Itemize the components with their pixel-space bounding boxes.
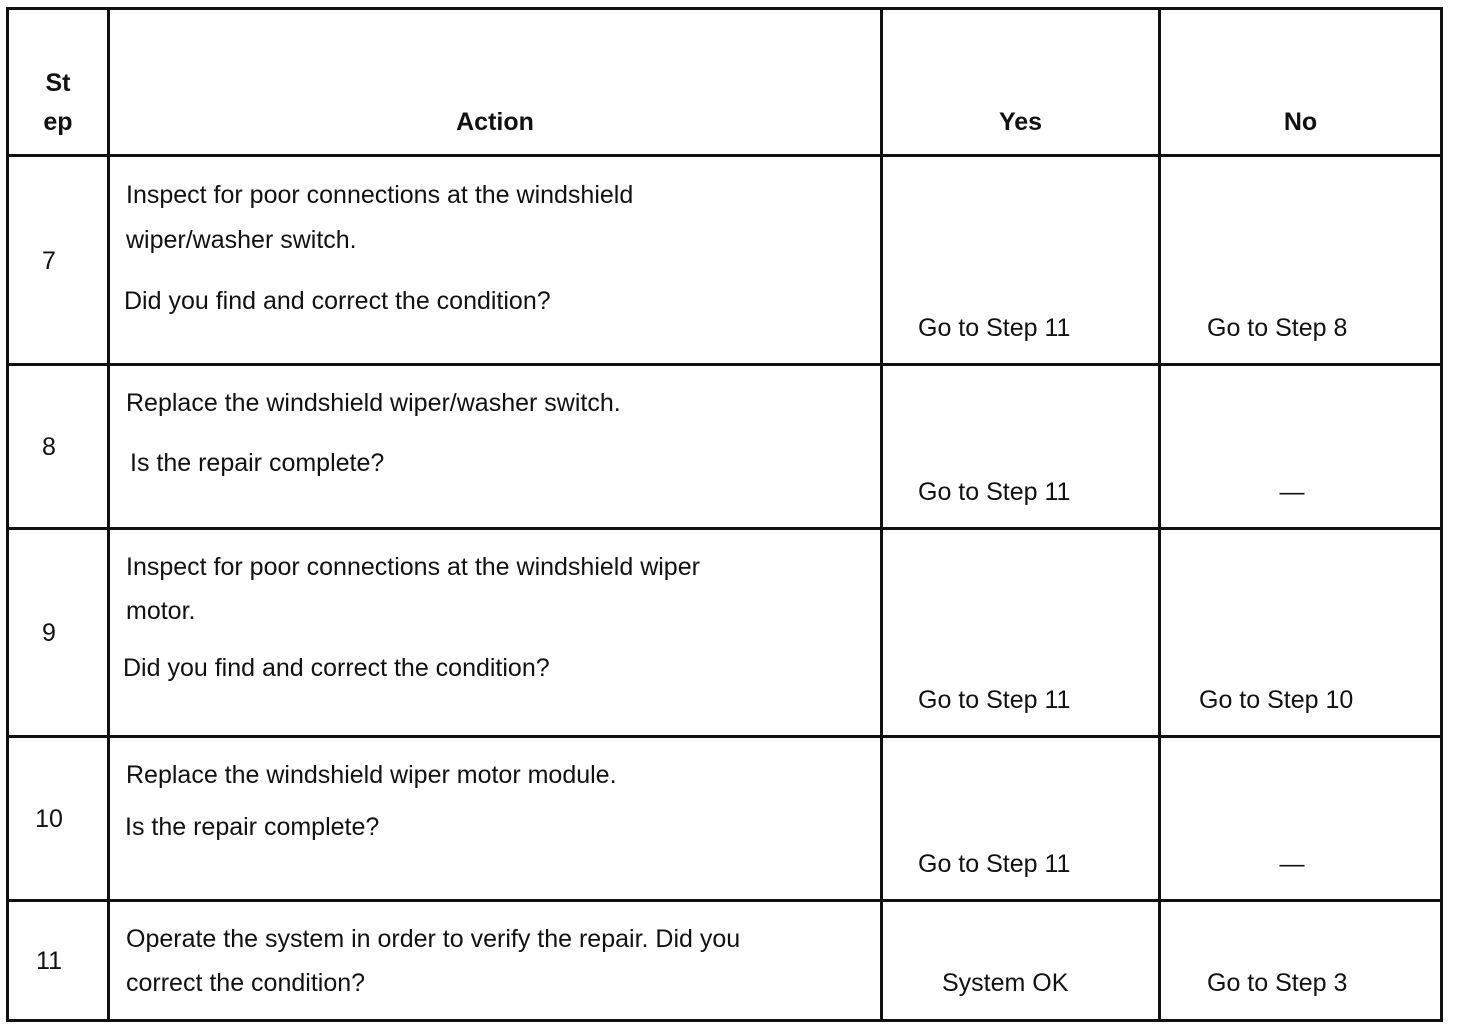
action-question: Did you find and correct the condition?: [123, 654, 550, 682]
header-step-line1: St: [45, 69, 71, 97]
header-step-line2: ep: [43, 108, 73, 136]
yes-result: Go to Step 11: [918, 686, 1071, 714]
step-number: 10: [35, 805, 63, 833]
action-text: wiper/washer switch.: [126, 226, 357, 254]
step-number: 9: [42, 619, 56, 647]
no-result: Go to Step 10: [1199, 686, 1354, 714]
yes-result: Go to Step 11: [918, 850, 1071, 878]
column-divider-yes: [1158, 7, 1161, 1022]
yes-result: System OK: [942, 969, 1069, 997]
column-divider-action: [880, 7, 883, 1022]
row-divider: [6, 899, 1443, 902]
table-border-top: [6, 7, 1443, 10]
action-question: Did you find and correct the condition?: [124, 287, 551, 315]
row-divider: [6, 735, 1443, 738]
step-number: 7: [42, 247, 56, 275]
action-question: Is the repair complete?: [125, 813, 380, 841]
action-text: motor.: [126, 597, 196, 625]
no-result: —: [1279, 478, 1305, 506]
action-text: Operate the system in order to verify the repair. Did you: [126, 925, 741, 953]
table-border-left: [6, 7, 9, 1022]
action-question: Is the repair complete?: [130, 449, 385, 477]
no-result: Go to Step 3: [1207, 969, 1348, 997]
table-border-right: [1440, 7, 1443, 1022]
no-result: —: [1279, 850, 1305, 878]
yes-result: Go to Step 11: [918, 314, 1071, 342]
table-border-bottom: [6, 1019, 1443, 1022]
step-number: 11: [36, 947, 62, 975]
yes-result: Go to Step 11: [918, 478, 1071, 506]
row-divider: [6, 527, 1443, 530]
row-divider: [6, 363, 1443, 366]
action-text: Replace the windshield wiper/washer switch.: [126, 389, 621, 417]
action-text: Inspect for poor connections at the windshield: [126, 181, 634, 209]
no-result: Go to Step 8: [1207, 314, 1348, 342]
action-text: Inspect for poor connections at the windshield wiper: [126, 553, 700, 581]
header-yes: Yes: [998, 108, 1043, 136]
column-divider-step: [107, 7, 110, 1022]
header-no: No: [1283, 108, 1318, 136]
header-action: Action: [456, 108, 534, 136]
action-text: Replace the windshield wiper motor module.: [126, 761, 617, 789]
step-number: 8: [42, 433, 56, 461]
header-divider: [6, 154, 1443, 157]
action-text: correct the condition?: [126, 969, 366, 997]
